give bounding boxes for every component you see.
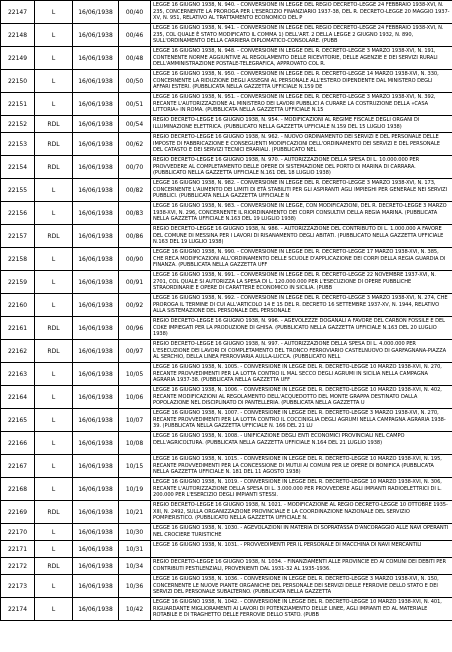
act-description	[151, 524, 452, 541]
act-type: L	[35, 575, 73, 598]
act-description	[151, 409, 452, 432]
entry-number: 22162	[1, 340, 35, 363]
entry-number: 22168	[1, 478, 35, 501]
act-type: L	[35, 70, 73, 93]
act-description-text: LEGGE 16 GIUGNO 1938, N. 951. - CONVERSIONE IN LEGGE DEL R. DECRETO-LEGGE 3 MARZO 1938-XVI, N. 392, RECANTE L'AUTORIZZAZIONE AL MINISTERO DEI LAVORI PUBBLICI A CURARE LA COSTRUZIONE DELLA «CASA LITTORIA» IN ROMA. (PUBBLICATA NELLA GAZZETTA UFFICIALE N.15	[153, 93, 436, 114]
act-description	[151, 478, 452, 501]
act-description-text: LEGGE 16 GIUGNO 1938, N. 992. - CONVERSIONE IN LEGGE DEL R. DECRETO-LEGGE 3 MARZO 1938-XVI, N. 274, CHE PROROGA IL TERMINE DI CUI ALL'ARTICOLO 14 E 15 DEL R. DECRETO 16 SETTEMBRE 1937-XV, N. 1944, RELATIVO ALLA SISTEMAZIONE DEL PERSONALE DEL PERSONALE	[153, 294, 448, 315]
act-description	[151, 386, 452, 409]
act-description	[151, 501, 452, 524]
act-type: RDL	[35, 116, 73, 133]
entry-number: 22150	[1, 70, 35, 93]
act-description	[151, 24, 452, 47]
act-code: 00/50	[119, 70, 151, 93]
act-type: L	[35, 409, 73, 432]
act-date: 16/06/1938	[73, 432, 119, 455]
act-date: 16/06/1938	[73, 179, 119, 202]
act-description-text: REGIO DECRETO-LEGGE 16 GIUGNO 1938, N. 1034. - FINANZIAMENTI ALLE PROVINCIE ED AI COMUNI DEI DEBITI PER CONTRIBUTI PESTILENZIALI, PROVENIENTI DAL 1931-32 AL 1935-1936.	[153, 559, 446, 572]
table-row	[1, 225, 452, 248]
act-type: L	[35, 598, 73, 621]
table-row	[1, 202, 452, 225]
act-description-text: LEGGE 16 GIUGNO 1938, N. 1019. - CONVERSIONE IN LEGGE DEL R. DECRETO-LEGGE 10 MARZO 1938-XVI, N. 306, RECANTE L'AUTORIZZAZIONE DELLA SPESA DI L. 3.000.000 PER PROVVEDERE AGLI IMPIANTI RADIOELETTRICI DI L. 200.000 PER L'ESERCIZIO DEGLI IMPIANTI STESSI.	[153, 478, 442, 499]
act-description-text: LEGGE 16 GIUGNO 1938, N. 948. - CONVERSIONE IN LEGGE DEL R. DECRETO-LEGGE 3 MARZO 1938-XVI, N. 191, CONTENENTE NORME AGGIUNTIVE AL REGOLAMENTO DELLE RICEVITORIE, DELLE AGENZIE E DEI SERVIZI RURALI DELL'AMMINISTRAZIONE POSTALE-TELEGRAFICA, APPROVATO COL R.	[153, 47, 438, 68]
table-row	[1, 363, 452, 386]
act-date: 16/06/1938	[73, 317, 119, 340]
act-description	[151, 271, 452, 294]
entry-number: 22149	[1, 47, 35, 70]
act-type: RDL	[35, 558, 73, 575]
act-type: L	[35, 202, 73, 225]
table-row	[1, 271, 452, 294]
table-row	[1, 478, 452, 501]
table-row	[1, 294, 452, 317]
act-date: 16/06/1938	[73, 558, 119, 575]
act-type: L	[35, 478, 73, 501]
act-code: 00/82	[119, 179, 151, 202]
act-type: RDL	[35, 156, 73, 179]
act-type: L	[35, 93, 73, 116]
act-type: L	[35, 455, 73, 478]
act-description-text: LEGGE 16 GIUGNO 1938, N. 1005. - CONVERSIONE IN LEGGE DEL R. DECRETO-LEGGE 10 MARZO 1938-XVI, N. 270, RECANTE PROVVEDIMENTI PER LA LOTTA CONTRO IL MAL SECCO DEGLI AGRUMI IN SICILIA NELLA CAMPAGNA AGRARIA 1937-38. (PUBBLICATA NELLA GAZZETTA UFF	[153, 363, 442, 384]
act-code: 00/54	[119, 116, 151, 133]
act-date: 16/06/1938	[73, 225, 119, 248]
act-code: 10/05	[119, 363, 151, 386]
act-description	[151, 294, 452, 317]
act-code: 00/51	[119, 93, 151, 116]
entry-number: 22173	[1, 575, 35, 598]
entry-number: 22157	[1, 225, 35, 248]
act-code: 10/07	[119, 409, 151, 432]
act-date: 16/06/1938	[73, 340, 119, 363]
table-row	[1, 432, 452, 455]
act-description-text: REGIO DECRETO-LEGGE 16 GIUGNO 1938, N. 970. - AUTORIZZAZIONE DELLA SPESA DI L. 10.000.000 PER PROVVEDERE AL COMPLETAMENTO DELLE OPERE DI SISTEMAZIONE DEL PORTO DI MARINA DI CARRARA. (PUBBLICATO NELLA GAZZETTA UFFICIALE N.161 DEL 18 LUGLIO 1938)	[153, 156, 420, 177]
table-row	[1, 70, 452, 93]
act-code: 10/42	[119, 598, 151, 621]
entry-number: 22174	[1, 598, 35, 621]
act-code: 10/08	[119, 432, 151, 455]
act-description	[151, 133, 452, 156]
table-row	[1, 386, 452, 409]
act-code: 00/70	[119, 156, 151, 179]
act-description-text: LEGGE 16 GIUGNO 1938, N. 1006. - CONVERSIONE IN LEGGE DEL R. DECRETO-LEGGE 10 MARZO 1938-XVI, N. 402, RECANTE MODIFICAZIONI AL REGOLAMENTO DELL'ACQUEDOTTO DEL MONTE GRAPPA DESTINATO DALLA POPOLAZIONE NEL DISCIPLINATO DI PANTELLERIA. (PUBBLICATA NELLA GAZZETTA U	[153, 386, 442, 407]
table-row	[1, 116, 452, 133]
entry-number: 22152	[1, 116, 35, 133]
table-row	[1, 24, 452, 47]
table-row	[1, 93, 452, 116]
act-description-text: LEGGE 16 GIUGNO 1938, N. 1036. - CONVERSIONE IN LEGGE DEL R. DECRETO-LEGGE 3 MARZO 1938-XVI, N. 150, CONCERNENTE LE NUOVE PIANTE ORGANICHE DEL PERSONALE DEI SERVIZI DELLE FERROVIE DELLO STATO E DEI SERVIZI DEL PERSONALE SUBALTERNO. (PUBBLICATA NELLA GAZZETTA	[153, 575, 439, 596]
act-date: 16/06/1938	[73, 271, 119, 294]
act-date: 16/06/1938	[73, 116, 119, 133]
table-row	[1, 1, 452, 24]
act-date: 16/06/1938	[73, 409, 119, 432]
table-row	[1, 541, 452, 558]
table-row	[1, 179, 452, 202]
act-type: L	[35, 1, 73, 24]
act-description-text: LEGGE 16 GIUGNO 1938, N. 982. - CONVERSIONE IN LEGGE DEL R. DECRETO-LEGGE 3 MARZO 1938-XVI, N. 173, CONCERNENTE L'AUMENTO DEI LIMITI DI ETÀ STABILITI PER GLI ASPIRANTI AGLI IMPIEGHI PER GENERALE NEI SERVIZI PUBBLICI. (PUBBLICATA NELLA GAZZETTA UFFICIALE N	[153, 179, 447, 200]
act-description	[151, 558, 452, 575]
act-code: 10/21	[119, 501, 151, 524]
act-description	[151, 225, 452, 248]
entry-number: 22164	[1, 386, 35, 409]
act-type: L	[35, 47, 73, 70]
entry-number: 22160	[1, 294, 35, 317]
act-description-text: LEGGE 16 GIUGNO 1938, N. 1042. - CONVERSIONE IN LEGGE DEL R. DECRETO-LEGGE 10 MARZO 1938-XVI, N. 401, RIGUARDANTE MIGLIORAMENTI AI LAVORI DI POTENZIAMENTO DELLE LINEE, AGLI IMPIANTI ED AL MATERIALE ROTABILE E DI TRAGHETTO DELLE FERROVIE DELLO STATO. (PUBB	[153, 598, 442, 619]
act-date: 16/06/1938	[73, 598, 119, 621]
act-code: 00/62	[119, 133, 151, 156]
act-code: 00/96	[119, 317, 151, 340]
entry-number: 22151	[1, 93, 35, 116]
entry-number: 22148	[1, 24, 35, 47]
act-type: RDL	[35, 225, 73, 248]
act-code: 00/91	[119, 271, 151, 294]
table-row	[1, 575, 452, 598]
table-row	[1, 248, 452, 271]
entry-number: 22161	[1, 317, 35, 340]
entry-number: 22147	[1, 1, 35, 24]
act-date: 16/06/1938	[73, 248, 119, 271]
act-description-text: LEGGE 16 GIUGNO 1938, N. 1030. - AGEVOLAZIONI IN MATERIA DI SOPRATASSA D'ANCORAGGIO ALLE NAVI OPERANTI NEL CROCIERE TURISTICHE	[153, 525, 449, 538]
act-description	[151, 317, 452, 340]
act-code: 10/06	[119, 386, 151, 409]
act-code: 10/31	[119, 541, 151, 558]
act-type: L	[35, 24, 73, 47]
act-code: 10/30	[119, 524, 151, 541]
act-description	[151, 598, 452, 621]
act-type: RDL	[35, 501, 73, 524]
act-description-text: REGIO DECRETO-LEGGE 16 GIUGNO 1938, N. 986. - AUTORIZZAZIONE DEL CONTRIBUTO DI L. 1.000.000 A FAVORE DEL COMUNE DI MESSINA PER I LAVORI DI RISANAMENTO DEGLI ABITATI. (PUBBLICATO NELLA GAZZETTA UFFICIALE N.163 DEL 19 LUGLIO 1938)	[153, 225, 444, 246]
act-description-text: LEGGE 16 GIUGNO 1938, N. 1015. - CONVERSIONE IN LEGGE DEL R. DECRETO-LEGGE 10 MARZO 1938-XVI, N. 195, RECANTE PROVVEDIMENTI PER LA CONCESSIONE DI MUTUI AI COMUNI PER LE OPERE DI BONIFICA (PUBBLICATA NELLA GAZZETTA UFFICIALE N. 181 DEL 11 AGOSTO 1938)	[153, 455, 442, 476]
act-date: 16/06/1938	[73, 478, 119, 501]
act-code: 10/15	[119, 455, 151, 478]
act-description	[151, 93, 452, 116]
act-date: 16/06/1938	[73, 1, 119, 24]
table-row	[1, 47, 452, 70]
act-date: 16/06/1938	[73, 501, 119, 524]
act-code: 00/40	[119, 1, 151, 24]
table-row	[1, 340, 452, 363]
act-description-text: LEGGE 16 GIUGNO 1938, N. 941. - CONVERSIONE IN LEGGE DEL REGIO DECRETO-LEGGE 24 FEBBRAIO 1938-XVI, N. 235, COL QUALE È STATO MODIFICATO IL COMMA 1) DELL'ART. 2 DELLA LEGGE 2 GIUGNO 1932, N. 890, SULL'ORDINAMENTO DELLA CARRIERA DIPLOMATICO-CONSOLARE. (PUBB	[153, 24, 444, 45]
act-type: L	[35, 363, 73, 386]
entry-number: 22159	[1, 271, 35, 294]
act-date: 16/06/1938	[73, 363, 119, 386]
act-description	[151, 363, 452, 386]
act-description-text: LEGGE 16 GIUGNO 1938, N. 983. - CONVERSIONE IN LEGGE, CON MODIFICAZIONI, DEL R. DECRETO-LEGGE 3 MARZO 1938-XVI, N. 296, CONCERNENTE IL RIORDINAMENTO DEI CORPI CONSULTIVI DELLA REGIA MARINA. (PUBBLICATA NELLA GAZZETTA UFFICIALE N.163 DEL 19 LUGLIO 1938)	[153, 202, 447, 223]
act-code: 00/97	[119, 340, 151, 363]
entry-number: 22163	[1, 363, 35, 386]
act-description	[151, 70, 452, 93]
entry-number: 22165	[1, 409, 35, 432]
act-code: 00/83	[119, 202, 151, 225]
act-type: L	[35, 541, 73, 558]
act-description	[151, 202, 452, 225]
table-row	[1, 156, 452, 179]
entry-number: 22166	[1, 432, 35, 455]
act-code: 00/92	[119, 294, 151, 317]
act-description-text: LEGGE 16 GIUGNO 1938, N. 950. - CONVERSIONE IN LEGGE DEL R. DECRETO-LEGGE 14 MARZO 1938-XVI, N. 330, CONCERNENTE LA RIDUZIONE DEGLI ASSEGNI AL PERSONALE ALL'ESTERO DIPENDENTE DAL MINISTERO DEGLI AFFARI ESTERI. (PUBBLICATA NELLA GAZZETTA UFFICIALE N.159 DE	[153, 70, 439, 91]
table-row	[1, 501, 452, 524]
entry-number: 22154	[1, 156, 35, 179]
act-type: L	[35, 248, 73, 271]
act-type: L	[35, 294, 73, 317]
act-date: 16/06/1938	[73, 156, 119, 179]
act-description	[151, 47, 452, 70]
act-description-text: LEGGE 16 GIUGNO 1938, N. 1008. - UNIFICAZIONE DEGLI ENTI ECONOMICI PROVINCIALI NEL CAMPO DELL'AGRICOLTURA. (PUBBLICATA NELLA GAZZETTA UFFICIALE N.164 DEL 21 LUGLIO 1938)	[153, 432, 405, 446]
act-code: 00/48	[119, 47, 151, 70]
table-row	[1, 455, 452, 478]
act-description	[151, 156, 452, 179]
act-description-text: REGIO DECRETO-LEGGE 16 GIUGNO 1938, N. 1021. - MODIFICAZIONE AL REGIO DECRETO-LEGGE 10 OTTOBRE 1935-XIII, N. 2492, SULLA ORGANIZZAZIONE PROVINCIALE E LA COORDINAZIONE NAZIONALE DEL SERVIZIO POMPIERISTICO. (PUBBLICATO NELLA GAZZETTA UFFICIALE N.	[153, 501, 448, 522]
entry-number: 22153	[1, 133, 35, 156]
act-code: 00/46	[119, 24, 151, 47]
act-code: 00/86	[119, 225, 151, 248]
act-date: 16/06/1938	[73, 524, 119, 541]
register-rows	[1, 1, 452, 621]
entry-number: 22158	[1, 248, 35, 271]
act-date: 16/06/1938	[73, 575, 119, 598]
entry-number: 22170	[1, 524, 35, 541]
table-row	[1, 317, 452, 340]
act-type: L	[35, 432, 73, 455]
act-type: RDL	[35, 133, 73, 156]
act-date: 16/06/1938	[73, 93, 119, 116]
act-description	[151, 116, 452, 133]
act-date: 16/06/1938	[73, 294, 119, 317]
act-description	[151, 455, 452, 478]
act-description	[151, 248, 452, 271]
table-row	[1, 524, 452, 541]
act-description-text: REGIO DECRETO-LEGGE 16 GIUGNO 1938, N. 954. - MODIFICAZIONI AL REGIME FISCALE DEGLI ORGANI DI ILLUMINAZIONE ELETTRICA. (PUBBLICATO NELLA GAZZETTA UFFICIALE N.159 DEL 15 LUGLIO 1938)	[153, 117, 420, 130]
act-date: 16/06/1938	[73, 70, 119, 93]
entry-number: 22169	[1, 501, 35, 524]
table-row	[1, 558, 452, 575]
act-code: 10/19	[119, 478, 151, 501]
act-type: RDL	[35, 340, 73, 363]
entry-number: 22155	[1, 179, 35, 202]
act-date: 16/06/1938	[73, 386, 119, 409]
act-code: 10/36	[119, 575, 151, 598]
entry-number: 22156	[1, 202, 35, 225]
act-description	[151, 340, 452, 363]
act-date: 16/06/1938	[73, 24, 119, 47]
act-date: 16/06/1938	[73, 133, 119, 156]
act-description-text: LEGGE 16 GIUGNO 1938, N. 990. - CONVERSIONE IN LEGGE DEL R. DECRETO-LEGGE 17 MARZO 1938-XVI, N. 385, CHE RECA MODIFICAZIONI ALL'ORDINAMENTO DELLE SCUOLE D'APPLICAZIONE DEI CORPI DELLA REGIA GUARDIA DI FINANZA. (PUBBLICATA NELLA GAZZETTA UFF	[153, 248, 446, 269]
act-type: L	[35, 386, 73, 409]
act-description-text: LEGGE 16 GIUGNO 1938, N. 1031. - PROVVEDIMENTI PER IL PERSONALE DI MACCHINA DI NAVI MERCANTILI	[153, 542, 422, 549]
act-type: L	[35, 179, 73, 202]
act-description-text: REGIO DECRETO-LEGGE 16 GIUGNO 1938, N. 996. - AGEVOLEZZE DOGANALI A FAVORE DEL CARBON FOSSILE E DEL COKE IMPIEGATI PER LA PRODUZIONE DI GHISA. (PUBBLICATO NELLA GAZZETTA UFFICIALE N.163 DEL 20 LUGLIO 1938)	[153, 317, 445, 338]
act-type: RDL	[35, 317, 73, 340]
act-description	[151, 179, 452, 202]
entry-number: 22171	[1, 541, 35, 558]
act-description-text: REGIO DECRETO-LEGGE 16 GIUGNO 1938, N. 997. - AUTORIZZAZIONE DELLA SPESA DI L. 4.000.000 PER L'ESECUZIONE DEI LAVORI DI COMPLETAMENTO DEL TRONCO FERROVIARIO CASTELNUOVO DI GARFAGNANA-PIAZZA AL SERCHIO, DELLA LINEA FERROVIARIA AULLA-LUCCA. (PUBBLICATO NELL	[153, 340, 447, 361]
act-description	[151, 432, 452, 455]
act-date: 16/06/1938	[73, 47, 119, 70]
act-date: 16/06/1938	[73, 541, 119, 558]
act-description-text: LEGGE 16 GIUGNO 1938, N. 940. - CONVERSIONE IN LEGGE DEL REGIO DECRETO-LEGGE 24 FEBBRAIO 1938-XVI, N. 235, CONCERNENTE LA PROROGA PER L'ESERCIZIO FINANZIARIO 1937-38, DEL R. DECRETO-LEGGE 20 MAGGIO 1937-XV, N. 951, RELATIVO AL TRATTAMENTO ECONOMICO DEL P	[153, 1, 450, 22]
act-description	[151, 575, 452, 598]
act-type: L	[35, 524, 73, 541]
act-description-text: REGIO DECRETO-LEGGE 16 GIUGNO 1938, N. 962. - NUOVO ORDINAMENTO DEI SERVIZI E DEL PERSONALE DELLE IMPOSTE DI FABBRICAZIONE E CONSEGUENTI MODIFICAZIONI DELL'ORDINAMENTO DEI SERVIZI E DEL PERSONALE DEL CATASTO E DEI SERVIZI TECNICI ERARIALI. (PUBBLICATO NEL	[153, 133, 440, 154]
act-code: 00/90	[119, 248, 151, 271]
act-description-text: LEGGE 16 GIUGNO 1938, N. 1007. - CONVERSIONE IN LEGGE DEL R. DECRETO-LEGGE 3 MARZO 1938-XVI, N. 270, RECANTE PROVVEDIMENTI PER LA LOTTA CONTRO IL COCCINIGLIA DEGLI AGRUMI NELLA CAMPAGNA AGRARIA 1938-39. (PUBBLICATA NELLA GAZZETTA UFFICIALE N. 166 DEL 21 LU	[153, 409, 446, 430]
act-type: L	[35, 271, 73, 294]
table-row	[1, 409, 452, 432]
table-row	[1, 598, 452, 621]
entry-number: 22167	[1, 455, 35, 478]
table-row	[1, 133, 452, 156]
act-description-text: LEGGE 16 GIUGNO 1938, N. 991. - CONVERSIONE IN LEGGE DEL R. DECRETO-LEGGE 22 NOVEMBRE 1937-XVI, N. 2701, COL QUALE SI AUTORIZZA LA SPESA DI L. 120.000.000 PER L'ESECUZIONE DI OPERE PUBBLICHE STRAORDINARIE E OPERE DI CARATTERE ECONOMICO IN SICILIA. (PUBB	[153, 271, 436, 292]
act-description	[151, 1, 452, 24]
act-description	[151, 541, 452, 558]
act-date: 16/06/1938	[73, 455, 119, 478]
entry-number: 22172	[1, 558, 35, 575]
act-date: 16/06/1938	[73, 202, 119, 225]
act-code: 10/34	[119, 558, 151, 575]
